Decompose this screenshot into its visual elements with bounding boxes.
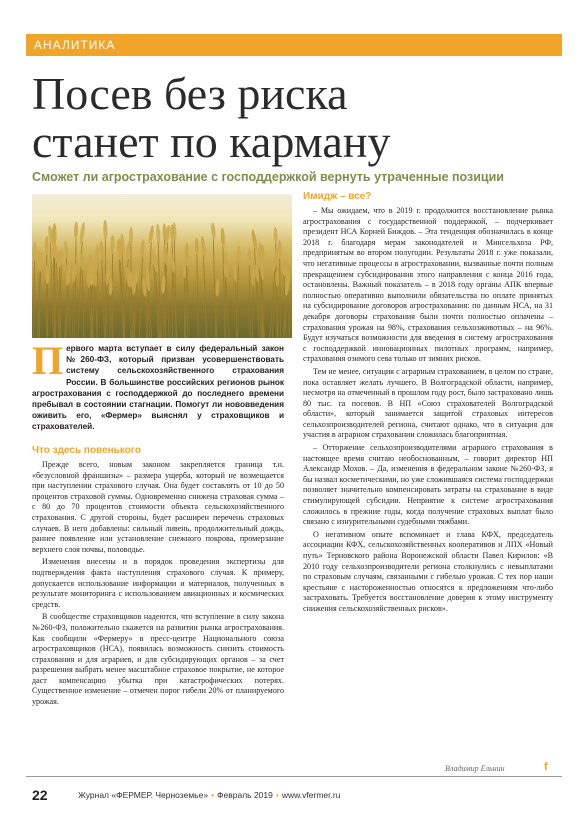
wheat-stalk <box>187 264 188 338</box>
article-subtitle: Сможет ли агрострахование с господдержкой вернуть утраченные позиции <box>32 170 504 184</box>
wheat-stalk <box>50 242 53 338</box>
wheat-ear <box>211 222 216 239</box>
wheat-ear <box>32 242 37 261</box>
left-paragraph-2: Изменения внесены и в порядок проведения экспертизы для подтверждения факта наступления страхового случая. К примеру, допускается использование информации и материалов, полученных в результате мониторинга с использованием авиационных и космических средств. <box>32 557 284 609</box>
wheat-ear <box>45 265 49 284</box>
right-paragraph-2: Тем не менее, ситуация с аграрным страхованием, в целом по стране, пока оставляет желать лучшего. В Волгоградской области, например, несмотря на отмеченный в прошлом году рост, было застраховано лишь 80 тыс. га посевов. В НП «Союз страхователей Волгоградской области», который занимается защитой страховых интересов сельхозпроизводителей региона, считают однако, что в ситуация для участия в аграрном страховании сложилась благоприятная. <box>303 366 553 440</box>
author-byline: Владимир Ельнин <box>445 764 505 773</box>
separator-dot-icon: • <box>211 790 215 800</box>
wheat-ear <box>200 236 206 258</box>
left-paragraph-1: Прежде всего, новым законом закрепляется граница т.н. «безусловной франшизы» – размера ущерба, который не возмещается при наступлении страхового случая. Она будет составлять от 10 до 50 процентов страховой суммы. Одновременно снижена страховая сумма – с 80 до 70 процентов стоимости объекта сельскохозяйственного страхования. С другой стороны, будет расширен перечень страховых случаев. В него добавлены: сильный ливень, продолжительный дождь, раннее появление или установление снежного покрова, промерзание верхнего слоя почвы, половодье. <box>32 460 284 554</box>
wheat-stalk <box>226 277 230 338</box>
drop-cap: П <box>32 338 64 383</box>
wheat-ear <box>74 222 79 239</box>
wheat-ear <box>290 247 292 267</box>
wheat-ear <box>194 238 199 255</box>
page-number: 22 <box>32 787 48 803</box>
wheat-ear <box>215 279 220 297</box>
left-column <box>32 445 284 710</box>
title-line-1: Посев без риска <box>32 68 348 119</box>
separator-dot-icon: • <box>275 790 279 800</box>
section-band <box>26 34 562 56</box>
wheat-ear <box>110 235 114 254</box>
wheat-stalk <box>72 280 74 338</box>
title-line-2: станет по карману <box>32 116 391 167</box>
left-paragraph-3: В сообществе страховщиков надеются, что вступление в силу закона №260-ФЗ, положительно скажется на развитии рынка агрострахования. Как сообщили «Фермеру» в пресс-центре Национального союза агростраховщиков (НСА), появилась возможность снизить стоимость страхования и для аграриев, и для субсидирующих органов – за счет разрешения выбрать менее масштабное страховое покрытие, не которое даст компенсацию убытка при катастрофических потерях. Существенное изменение – отмечен порог гибели 20% от планируемого урожая. <box>32 612 284 707</box>
wheat-ear <box>162 244 169 266</box>
wheat-stalk <box>166 263 170 338</box>
wheat-ear <box>103 220 107 240</box>
wheat-ear <box>275 270 280 287</box>
section-label: АНАЛИТИКА <box>34 38 116 52</box>
wheat-ear <box>162 223 167 240</box>
wheat-stalk <box>249 265 250 338</box>
wheat-ear <box>99 240 105 261</box>
lead-text: ервого марта вступает в силу федеральный закон №260-ФЗ, который призван усовершенствовать систему сельскохозяйственного страхования России. В большинстве российских регионов рынок агрострахования с господдержкой до последнего времени пребывал в состоянии стагнации. Помогут ли нововведения оживить его, «Фермер» выяснял у страховщиков и страхователей. <box>32 344 284 432</box>
lead-paragraph <box>32 338 284 433</box>
wheat-ear <box>80 253 85 269</box>
wheat-ear <box>220 227 226 248</box>
wheat-stalk <box>82 270 84 338</box>
wheat-ear <box>129 227 133 244</box>
wheat-ear <box>37 250 41 269</box>
wheat-ear <box>247 248 251 266</box>
right-column-heading: Имидж – все? <box>303 191 372 202</box>
article-title <box>32 70 572 166</box>
footer-divider <box>26 776 562 777</box>
issue-date: Февраль 2019 <box>217 790 273 800</box>
website-link[interactable]: www.vfermer.ru <box>281 790 341 800</box>
wheat-stalk <box>253 283 254 338</box>
wheat-stalk <box>216 296 217 338</box>
wheat-ear <box>251 264 256 286</box>
wheat-ear <box>156 224 161 243</box>
wheat-ear <box>63 241 69 259</box>
right-paragraph-3: – Отторжение сельхозпроизводителями аграрного страхования в настоящее время считаю необоснованным, – говорит директор НП Александр Мохов. – Да, изменения в федеральном законе №260-ФЗ, я бы назвал косметическими, но уже сложившаяся система господдержки позволяет значительно компенсировать затраты на страхование в виде стимулирующей субсидии. Неприятие к системе агрострахования сложилось в прежние годы, когда получение страховых выплат было связано с изнурительными судебными тяжбами. <box>303 443 553 527</box>
wheat-field-illustration <box>32 194 292 338</box>
wheat-stalk <box>75 238 76 338</box>
wheat-stalk <box>162 292 164 338</box>
wheat-stalk <box>34 260 35 338</box>
wheat-ear <box>139 239 145 258</box>
wheat-stalk <box>102 259 105 338</box>
left-column-heading: Что здесь повенького <box>32 445 141 456</box>
wheat-ear <box>71 262 76 282</box>
wheat-ear <box>278 240 282 259</box>
right-paragraph-4: О негативном опыте вспоминает и глава КФХ, председатель ассоциации КФХ, сельскохозяйственных кооперативов и ЛПХ «Новый путь» Терновского района Воронежской области Павел Кирилов: «В 2010 году сельхозпроизводители региона столкнулись с невыплатами по страховым случаям, связанными с гибелью урожая. С тех пор наши крестьяне с настороженностью относятся к предложениям что-либо застраховать. Требуется восстановление доверия к этому инструменту снижения сельскохозяйственных рисков». <box>303 529 553 613</box>
wheat-ear <box>236 245 241 266</box>
wheat-stalk <box>197 254 198 338</box>
wheat-ear <box>182 261 186 278</box>
footer-info <box>78 790 340 800</box>
wheat-stalk <box>106 285 108 338</box>
wheat-stalk <box>203 255 206 338</box>
wheat-ear <box>232 263 238 283</box>
wheat-stalk <box>290 265 292 338</box>
right-paragraph-1: – Мы ожидаем, что в 2019 г. продолжится восстановление рынка агрострахования с государственной поддержкой, – подчеркивает президент НСА Корней Биждов. – Эта тенденция обозначилась в конце 2018 г. благодаря мерам законодателей и Минсельхоза РФ, предпринятым во втором полугодии. Результаты 2018 г. уже показали, что негативные процессы в агростраховании, вызванные почти полным прекращением субсидирования этого направления с конца 2016 года, остановлены. Важный показатель – в 2018 году органы АПК впервые полностью оперативно выполнили обязательства по оплате принятых на субсидирование договоров агрострахования: по данным НСА, на 31 декабря договоры страхования были почти полностью оплачены – страхования урожая на 98%, страхования сельхозживотных – на 96%. Будут изучаться возможности для введения в систему агрострахования с господдержкой инновационных пилотных программ, например, страхования озимого сева только от зимних рисков. <box>303 206 553 364</box>
wheat-ear <box>251 229 259 250</box>
wheat-field-photo <box>32 194 292 338</box>
wheat-stalk <box>280 257 281 338</box>
wheat-stalk <box>139 257 142 338</box>
wheat-stalk <box>39 268 40 338</box>
wheat-ear <box>148 225 155 245</box>
right-column <box>303 191 553 617</box>
end-mark-icon: f <box>544 761 548 773</box>
wheat-ear <box>45 236 49 255</box>
wheat-ear <box>273 227 278 244</box>
journal-name: Журнал «ФЕРМЕР. Черноземье» <box>78 790 209 800</box>
wheat-ear <box>79 222 86 244</box>
